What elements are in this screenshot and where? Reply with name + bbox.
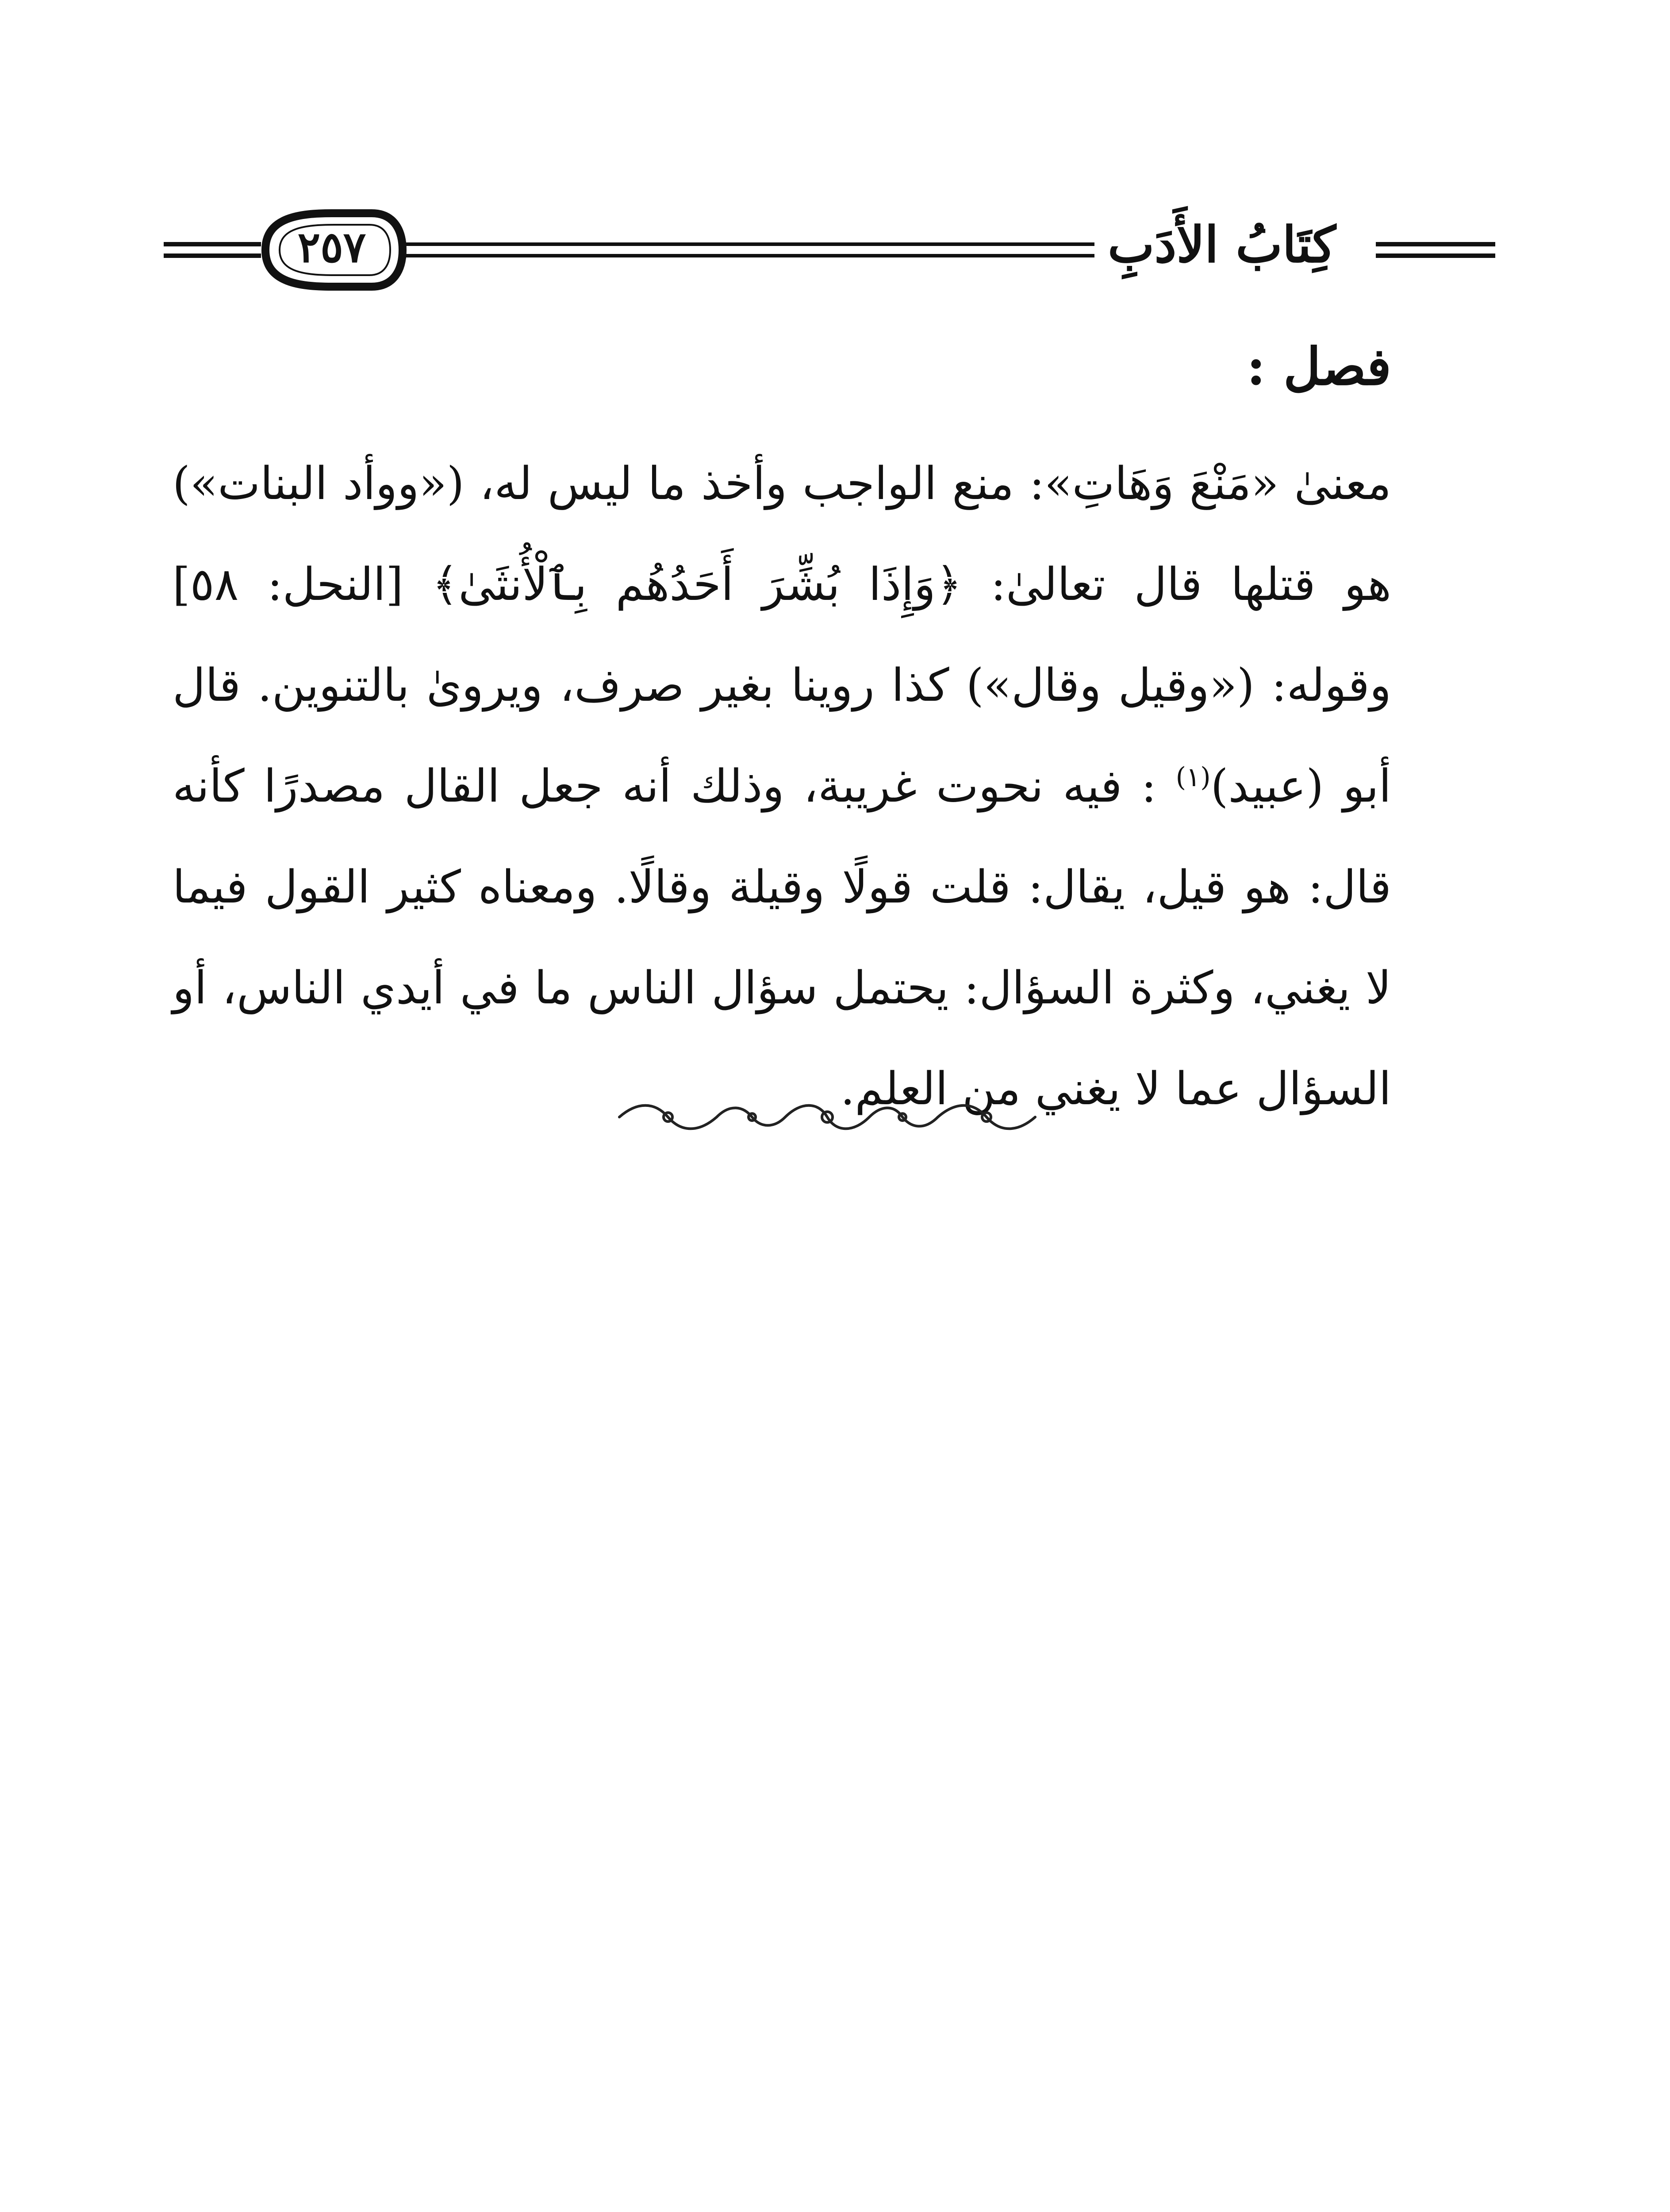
body-text-part-2: : فيه نحوت غريبة، وذلك أنه جعل القال مصدرًا كأنه قال: هو قيل، يقال: قلت قولًا وقيلة وقالًا. ومعناه كثير القول فيما لا يغني، وكثرة السؤال: يحتمل سؤال الناس ما في أيدي الناس، أو السؤال عما لا يغني من العلم. <box>173 760 1391 1115</box>
page-number: ٢٥٧ <box>297 222 366 272</box>
ornament-divider <box>610 1097 1044 1137</box>
section-title: فصل : <box>1246 337 1391 397</box>
footnote-reference[interactable]: (١) <box>1175 762 1211 793</box>
body-paragraph <box>173 434 1391 1140</box>
body-text-part-1: معنىٰ «مَنْعَ وَهَاتِ»: منع الواجب وأخذ ما ليس له، («ووأد البنات») هو قتلها قال تعالىٰ: ﴿وَإِذَا بُشِّرَ أَحَدُهُم بِٱلْأُنثَىٰ﴾ [النحل: ٥٨] وقوله: («وقيل وقال») كذا روينا بغير صرف، ويروىٰ بالتنوين. قال أبو (عبيد) <box>173 457 1391 813</box>
page-header <box>164 204 1495 305</box>
book-title: كِتَابُ الأَدَبِ <box>1094 220 1349 270</box>
